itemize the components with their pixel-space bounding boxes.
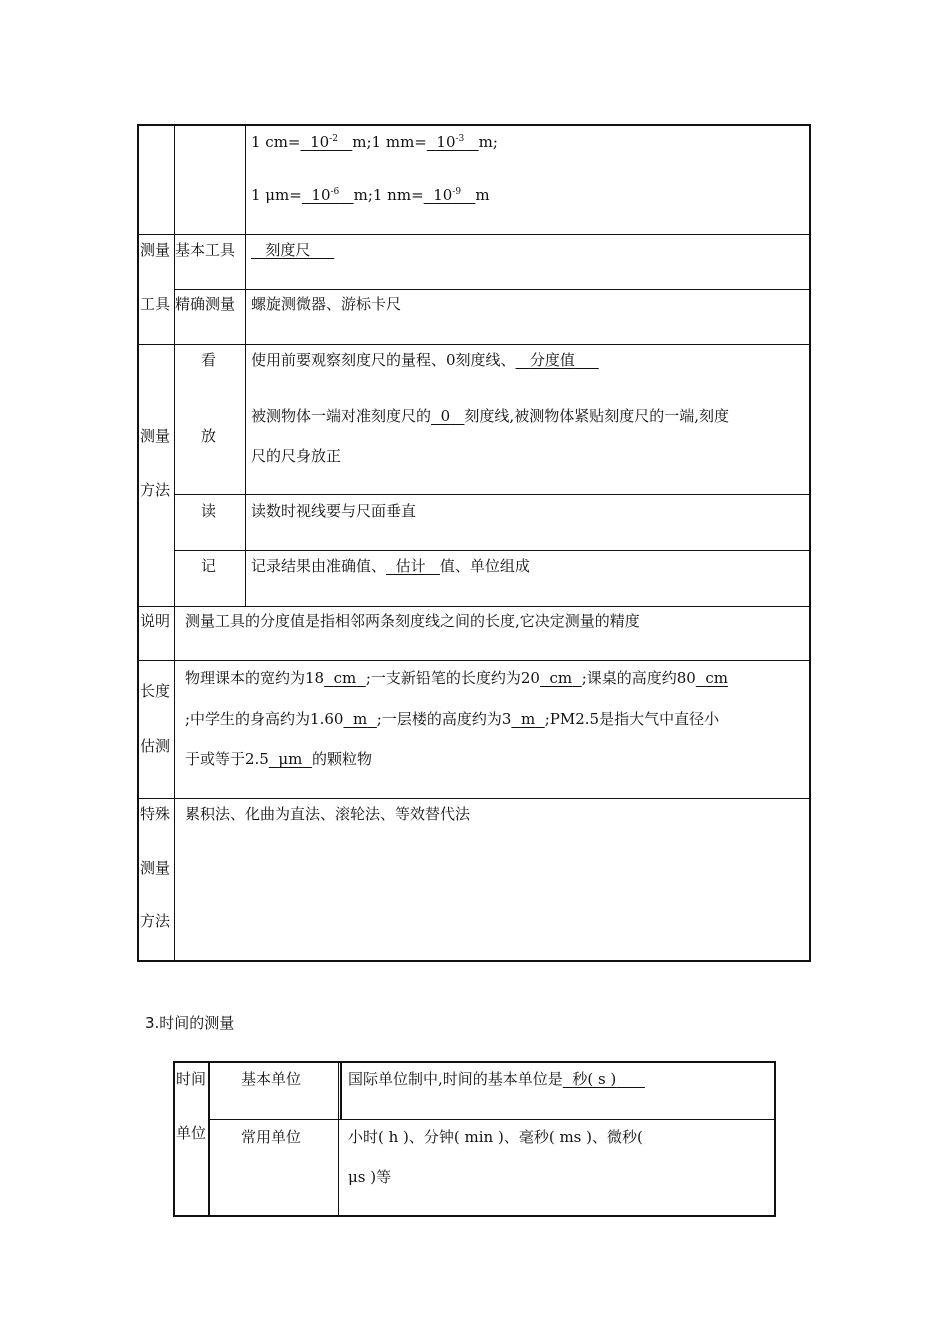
method-read-label: 读 [201,502,217,520]
row-divider [139,234,811,235]
method-place-text-2: 尺的尺身放正 [251,447,342,465]
method-look-text: 使用前要观察刻度尺的量程、0刻度线、 分度值 [251,351,575,369]
col-divider-1 [208,1063,210,1217]
row-divider [174,494,811,495]
special-label-1: 特殊 [140,805,171,823]
common-unit-line-2: μs )等 [348,1168,392,1186]
estimate-line-1: 物理课本的宽约为18 cm ;一支新铅笔的长度约为20 cm ;课桌的高度约80 cm [185,669,729,687]
row-divider [139,798,811,799]
col-divider-2 [338,1063,339,1217]
col-divider-2 [245,126,246,606]
section-heading: 3.时间的测量 [145,1014,235,1032]
precise-tool-label: 精确测量 [175,295,236,313]
time-measurement-table [173,1061,776,1217]
time-label-top: 时间 [176,1070,207,1088]
special-text: 累积法、化曲为直法、滚轮法、等效替代法 [185,805,471,823]
estimate-line-2: ;中学生的身高约为1.60 m ;一层楼的高度约为3 m ;PM2.5是指大气中直径小 [185,710,720,728]
length-measurement-table [137,124,811,962]
row-divider [139,660,811,661]
method-label-top: 测量 [140,427,171,445]
row-divider [209,1119,776,1120]
special-label-2: 测量 [140,859,171,877]
tools-label-bottom: 工具 [140,295,171,313]
basic-tool-label: 基本工具 [175,241,236,259]
estimate-label-top: 长度 [140,682,171,700]
basic-unit-text: 国际单位制中,时间的基本单位是 秒( s ) [348,1070,617,1088]
method-label-bottom: 方法 [140,481,171,499]
method-record-label: 记 [201,557,217,575]
method-look-label: 看 [201,351,217,369]
row-divider [139,344,811,345]
row-divider [174,550,811,551]
special-label-3: 方法 [140,912,171,930]
method-read-text: 读数时视线要与尺面垂直 [251,502,417,520]
unit-line-1: 1 $cm= 10^{-2}$ m;1 $mm= 10^{-3}$ m; [251,133,498,151]
common-unit-line-1: 小时( h )、分钟( min )、毫秒( ms )、微秒( [348,1128,643,1146]
row-divider [139,606,811,607]
basic-unit-label: 基本单位 [241,1070,302,1088]
estimate-line-3: 于或等于2.5 μm 的颗粒物 [185,750,372,768]
basic-tool-value: 刻度尺 [265,241,311,259]
unit-line-2: 1 $\mu m= 10^{-6}$ m;1 $nm= 10^{-9}$ m [251,186,490,204]
tools-label-top: 测量 [140,241,171,259]
method-place-text-1: 被测物体一端对准刻度尺的 0 刻度线,被测物体紧贴刻度尺的一端,刻度 [251,407,729,425]
note-text: 测量工具的分度值是指相邻两条刻度线之间的长度,它决定测量的精度 [185,612,640,630]
method-place-label: 放 [201,427,217,445]
method-record-text: 记录结果由准确值、 估计 值、单位组成 [251,557,530,575]
time-label-bottom: 单位 [176,1124,207,1142]
common-unit-label: 常用单位 [241,1128,302,1146]
estimate-label-bottom: 估测 [140,737,171,755]
precise-tool-value: 螺旋测微器、游标卡尺 [251,295,402,313]
note-label: 说明 [140,612,171,630]
row-divider [174,289,811,290]
